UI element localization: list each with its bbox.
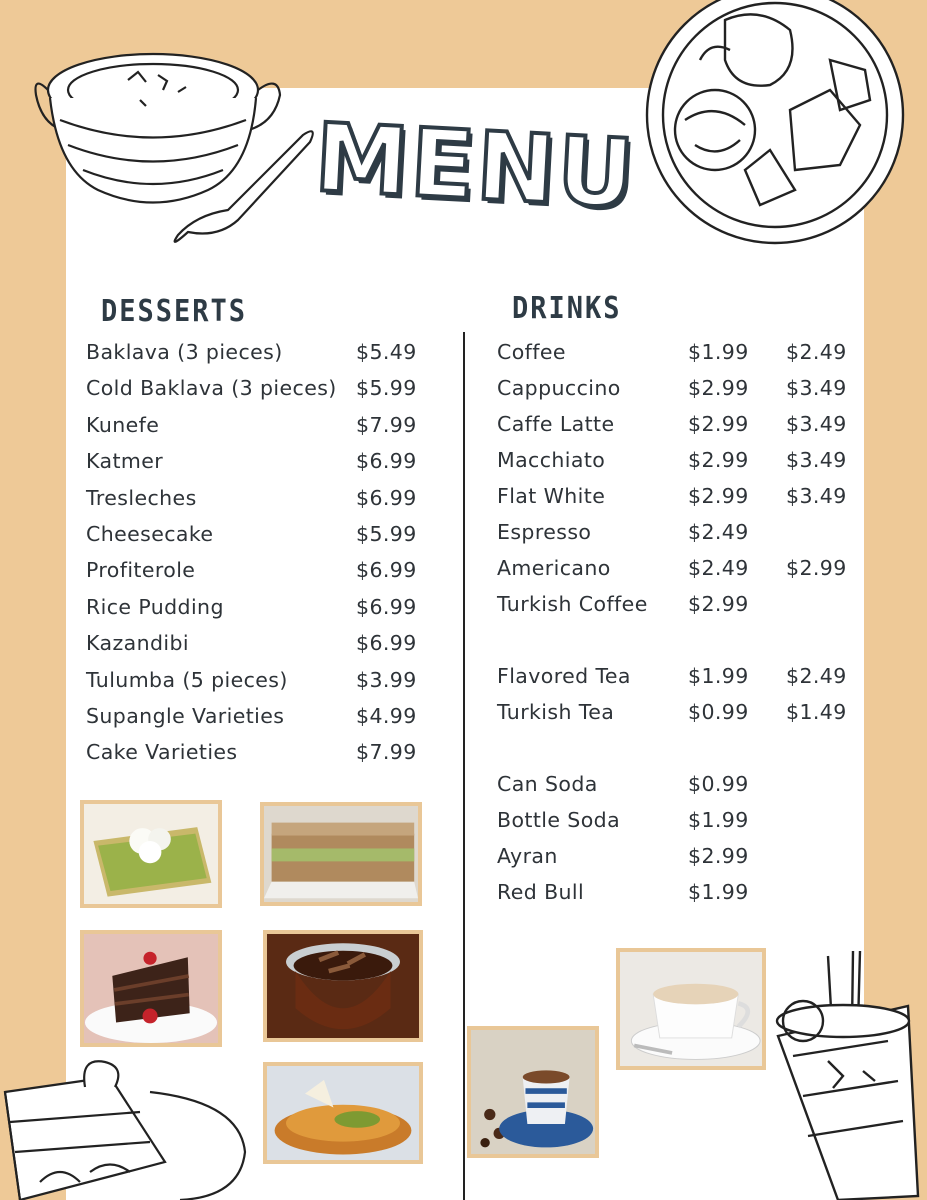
list-item <box>86 376 446 412</box>
list-item <box>86 340 446 376</box>
baklava-tray-photo <box>260 802 422 906</box>
item-name: Cheesecake <box>86 521 214 546</box>
item-name: Cold Baklava (3 pieces) <box>86 376 337 401</box>
soup-bowl-sketch <box>28 20 318 250</box>
item-name: Macchiato <box>497 448 606 472</box>
pie-slice-sketch <box>0 1052 250 1200</box>
list-item <box>86 704 446 740</box>
item-price: $1.99 <box>688 664 749 688</box>
item-price: $2.49 <box>688 556 749 580</box>
item-price-large: $3.49 <box>786 412 847 436</box>
drinks-heading: DRINKS <box>512 291 622 326</box>
item-price: $4.99 <box>356 703 417 728</box>
item-name: Cake Varieties <box>86 740 238 765</box>
menu-title: MENU <box>312 104 639 230</box>
list-item <box>497 556 857 592</box>
item-price: $2.99 <box>688 376 749 400</box>
item-name: Cappuccino <box>497 376 621 400</box>
item-name: Red Bull <box>497 880 585 904</box>
item-name: Can Soda <box>497 772 598 796</box>
list-spacer <box>497 736 857 772</box>
list-item <box>86 486 446 522</box>
item-name: Rice Pudding <box>86 594 224 619</box>
item-name: Tresleches <box>86 485 197 510</box>
list-item <box>497 592 857 628</box>
item-name: Flavored Tea <box>497 664 631 688</box>
list-item <box>86 413 446 449</box>
item-price: $2.99 <box>688 484 749 508</box>
item-name: Turkish Tea <box>497 700 615 724</box>
item-name: Espresso <box>497 520 592 544</box>
list-item <box>86 522 446 558</box>
desserts-list <box>86 340 446 777</box>
item-price: $2.99 <box>688 592 749 616</box>
item-name: Caffe Latte <box>497 412 615 436</box>
katmer-photo <box>80 800 222 908</box>
list-item <box>86 595 446 631</box>
drinks-list <box>497 340 857 916</box>
list-item <box>497 808 857 844</box>
list-item <box>497 772 857 808</box>
item-price: $7.99 <box>356 412 417 437</box>
cappuccino-photo <box>616 948 766 1070</box>
list-item <box>497 448 857 484</box>
item-price: $5.99 <box>356 376 417 401</box>
item-price-large: $2.49 <box>786 340 847 364</box>
iced-drink-sketch <box>768 946 927 1200</box>
item-price-large: $3.49 <box>786 484 847 508</box>
platter-sketch <box>640 0 910 250</box>
item-price: $2.99 <box>688 844 749 868</box>
item-name: Katmer <box>86 449 164 474</box>
item-price: $6.99 <box>356 449 417 474</box>
item-price: $6.99 <box>356 485 417 510</box>
list-item <box>497 844 857 880</box>
list-item <box>497 700 857 736</box>
item-name: Coffee <box>497 340 566 364</box>
item-price: $1.99 <box>688 340 749 364</box>
list-item <box>497 412 857 448</box>
item-price-large: $3.49 <box>786 376 847 400</box>
item-price: $1.99 <box>688 880 749 904</box>
list-item <box>86 668 446 704</box>
item-name: Tulumba (5 pieces) <box>86 667 288 692</box>
item-price: $5.99 <box>356 521 417 546</box>
list-item <box>86 631 446 667</box>
list-item <box>86 558 446 594</box>
item-price-large: $1.49 <box>786 700 847 724</box>
item-price: $2.99 <box>688 412 749 436</box>
item-price: $5.49 <box>356 340 417 364</box>
item-name: Kazandibi <box>86 631 189 656</box>
item-name: Turkish Coffee <box>497 592 648 616</box>
supangle-photo <box>263 930 423 1042</box>
list-item <box>497 880 857 916</box>
list-item <box>86 449 446 485</box>
list-item <box>86 740 446 776</box>
item-price-large: $2.49 <box>786 664 847 688</box>
item-price: $6.99 <box>356 631 417 656</box>
item-price: $1.99 <box>688 808 749 832</box>
chocolate-cake-photo <box>80 930 222 1047</box>
item-name: Americano <box>497 556 611 580</box>
list-item <box>497 520 857 556</box>
kunefe-photo <box>263 1062 423 1164</box>
list-spacer <box>497 628 857 664</box>
item-price: $3.99 <box>356 667 417 692</box>
item-price: $0.99 <box>688 772 749 796</box>
list-item <box>497 376 857 412</box>
column-divider <box>463 332 465 1200</box>
item-price-large: $3.49 <box>786 448 847 472</box>
item-name: Baklava (3 pieces) <box>86 340 283 364</box>
desserts-heading: DESSERTS <box>101 294 248 329</box>
list-item <box>497 340 857 376</box>
item-price: $7.99 <box>356 740 417 765</box>
item-name: Bottle Soda <box>497 808 621 832</box>
item-price: $6.99 <box>356 594 417 619</box>
item-name: Ayran <box>497 844 558 868</box>
list-item <box>497 664 857 700</box>
item-price: $6.99 <box>356 558 417 583</box>
item-price: $2.99 <box>688 448 749 472</box>
list-item <box>497 484 857 520</box>
turkish-coffee-photo <box>467 1026 599 1158</box>
item-name: Kunefe <box>86 412 160 437</box>
item-name: Flat White <box>497 484 606 508</box>
item-price: $2.49 <box>688 520 749 544</box>
item-price-large: $2.99 <box>786 556 847 580</box>
item-name: Supangle Varieties <box>86 703 285 728</box>
item-name: Profiterole <box>86 558 196 583</box>
item-price: $0.99 <box>688 700 749 724</box>
